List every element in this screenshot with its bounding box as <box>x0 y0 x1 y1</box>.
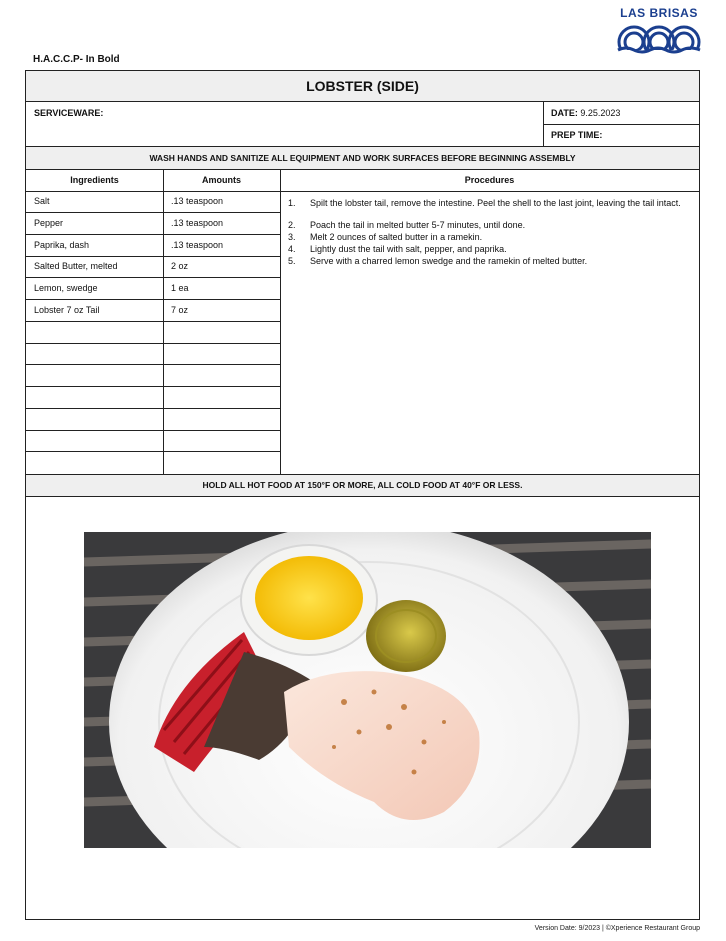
ingredient-amount: 1 ea <box>171 283 189 293</box>
step-text: Poach the tail in melted butter 5-7 minutes, until done. <box>310 220 526 230</box>
ingredient-row <box>26 256 280 278</box>
procedures-header: Procedures <box>280 169 699 192</box>
step-number: 1. <box>288 198 296 208</box>
recipe-sheet <box>25 70 700 920</box>
step-number: 2. <box>288 220 296 230</box>
date-label: DATE: <box>551 108 578 118</box>
ingredient-row <box>26 191 280 213</box>
ingredient-row <box>26 452 280 473</box>
procedure-step <box>288 197 688 209</box>
ingredient-row <box>26 322 280 344</box>
date-value: 9.25.2023 <box>580 108 621 118</box>
wash-notice: WASH HANDS AND SANITIZE ALL EQUIPMENT AND WORK SURFACES BEFORE BEGINNING ASSEMBLY <box>26 146 699 170</box>
ingredient-name: Lobster 7 oz Tail <box>34 304 100 315</box>
ingredient-row <box>26 235 280 257</box>
lobster-dish-photo <box>84 532 651 848</box>
version-footer: Version Date: 9/2023 | ©Xperience Restaurant Group <box>534 925 700 932</box>
ingredient-amount: 7 oz <box>171 304 189 315</box>
hold-notice: HOLD ALL HOT FOOD AT 150°F OR MORE, ALL COLD FOOD AT 40°F OR LESS. <box>26 474 699 497</box>
ingredient-amount: .13 teaspoon <box>171 196 224 206</box>
ingredient-row <box>26 343 280 365</box>
ingredient-row <box>26 300 280 322</box>
ingredient-amount: .13 teaspoon <box>171 217 224 228</box>
ingredient-row <box>26 409 280 431</box>
ingredient-name: Pepper <box>34 217 64 228</box>
ingredient-name: Lemon, swedge <box>34 283 98 293</box>
step-number: 3. <box>288 232 296 242</box>
recipe-title: LOBSTER (SIDE) <box>26 71 699 102</box>
procedure-list <box>288 197 688 267</box>
ingredient-row <box>26 278 280 300</box>
date-field <box>551 108 620 118</box>
las-brisas-logo <box>614 6 704 62</box>
ingredient-row <box>26 387 280 409</box>
procedure-step <box>288 243 688 255</box>
step-text: Melt 2 ounces of salted butter in a ramekin. <box>310 232 483 242</box>
divider <box>543 124 699 125</box>
wave-logo-icon <box>616 20 702 60</box>
ingredient-amount: .13 teaspoon <box>171 239 224 250</box>
logo-text: LAS BRISAS <box>620 6 698 20</box>
serviceware-label: SERVICEWARE: <box>34 108 104 118</box>
ingredient-name: Paprika, dash <box>34 239 90 250</box>
amounts-header: Amounts <box>163 169 280 192</box>
procedure-step <box>288 255 688 267</box>
procedure-step <box>288 231 688 243</box>
step-number: 5. <box>288 256 296 266</box>
prep-time-label: PREP TIME: <box>551 130 603 140</box>
ingredient-row <box>26 213 280 235</box>
ingredient-name: Salt <box>34 196 50 206</box>
ingredient-amount: 2 oz <box>171 261 189 272</box>
ingredients-header: Ingredients <box>26 169 163 192</box>
recipe-grid <box>26 169 699 474</box>
haccp-note: H.A.C.C.P- In Bold <box>33 54 120 65</box>
ingredient-row <box>26 365 280 387</box>
ingredient-row <box>26 430 280 452</box>
step-number: 4. <box>288 244 296 254</box>
procedure-step <box>288 219 688 231</box>
step-text: Serve with a charred lemon swedge and the ramekin of melted butter. <box>310 256 588 266</box>
column-divider <box>280 169 281 474</box>
step-text: Spilt the lobster tail, remove the intestine. Peel the shell to the last joint, leaving the tail intact. <box>310 198 681 208</box>
ingredient-name: Salted Butter, melted <box>34 261 118 272</box>
step-text: Lightly dust the tail with salt, pepper, and paprika. <box>310 244 507 254</box>
